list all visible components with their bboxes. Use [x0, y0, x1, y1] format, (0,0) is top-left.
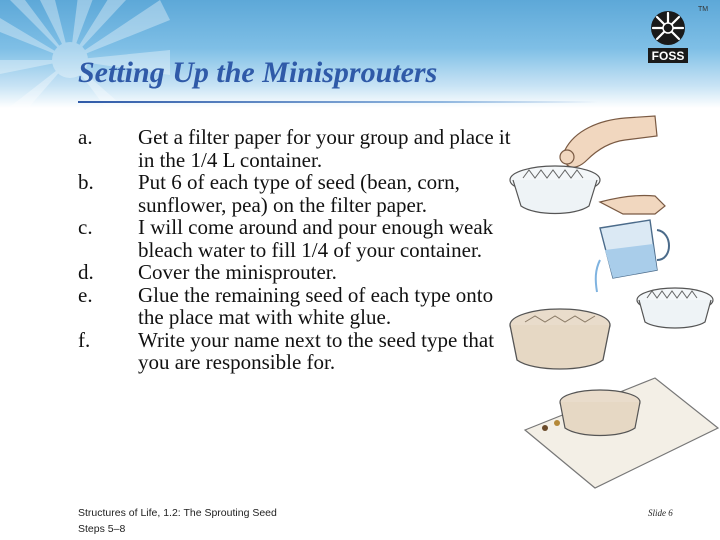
trademark-mark: TM	[698, 6, 709, 13]
container-with-filter-icon	[510, 166, 600, 214]
step-list	[78, 126, 518, 374]
step-text: Write your name next to the seed type that you are responsible for.	[138, 327, 495, 374]
step-f	[78, 329, 518, 374]
step-letter: e.	[78, 282, 93, 307]
footer-line-2: Steps 5–8	[78, 523, 126, 535]
step-c	[78, 216, 518, 261]
measuring-cup-icon	[596, 220, 669, 292]
step-letter: a.	[78, 125, 93, 149]
step-text: I will come around and pour enough weak bleach water to fill 1/4 of your container.	[138, 215, 494, 262]
step-letter: c.	[78, 215, 93, 239]
step-letter: d.	[78, 260, 94, 284]
slide-title: Setting Up the Minisprouters	[78, 56, 438, 89]
step-e	[78, 284, 518, 329]
header-banner	[0, 0, 720, 108]
step-b	[78, 171, 518, 216]
title-underline	[78, 101, 598, 103]
foss-logo	[644, 6, 692, 66]
step-text: Put 6 of each type of seed (bean, corn, sunflower, pea) on the filter paper.	[138, 170, 460, 217]
covered-minisprouter-icon	[510, 309, 610, 369]
step-letter: b.	[78, 170, 94, 194]
step-text: Glue the remaining seed of each type onto the place mat with white glue.	[138, 282, 494, 329]
step-d	[78, 261, 518, 284]
step-text: Get a filter paper for your group and place it in the 1/4 L container.	[138, 125, 511, 172]
container-with-filter-icon	[637, 288, 713, 328]
step-letter: f.	[78, 327, 91, 352]
footer-line-1: Structures of Life, 1.2: The Sprouting Seed	[78, 507, 277, 519]
pouring-hand-icon	[600, 195, 665, 214]
hand-icon	[560, 116, 657, 167]
place-mat-icon	[525, 378, 718, 488]
slide-number: Slide 6	[648, 508, 673, 518]
step-a	[78, 126, 518, 171]
setup-illustration	[505, 110, 720, 495]
footer-citation	[78, 505, 277, 537]
step-text: Cover the minisprouter.	[138, 260, 337, 284]
logo-text: FOSS	[651, 49, 685, 63]
